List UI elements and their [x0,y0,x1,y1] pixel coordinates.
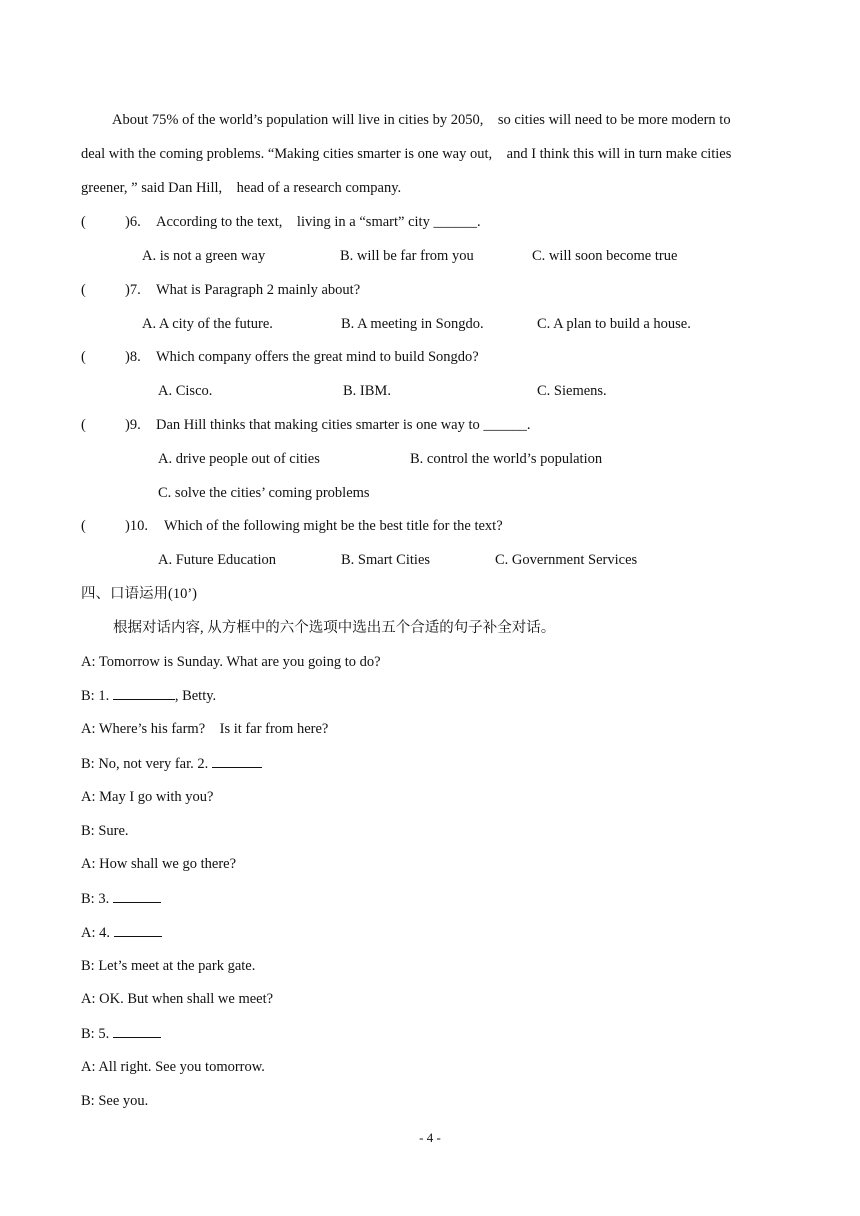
dialogue-line-5: A: May I go with you? [81,789,214,805]
question-10-paren: ( [81,518,86,534]
question-10-option-a: A. Future Education [158,552,276,568]
section-4-instruction: 根据对话内容, 从方框中的六个选项中选出五个合适的句子补全对话。 [113,620,556,636]
dialogue-line-7: A: How shall we go there? [81,856,237,872]
question-7-stem: What is Paragraph 2 mainly about? [156,282,361,298]
question-6-paren: ( [81,214,86,230]
dialogue-line-13: A: All right. See you tomorrow. [81,1059,265,1075]
page-number: - 4 - [419,1130,441,1145]
dialogue-line-1: A: Tomorrow is Sunday. What are you going to do? [81,654,381,670]
answer-blank-4[interactable] [114,923,162,937]
answer-blank-5[interactable] [113,1024,161,1038]
question-9-stem: Dan Hill thinks that making cities smarter is one way to ______. [156,417,531,433]
question-8-option-a: A. Cisco. [158,383,213,399]
section-4-heading: 四、口语运用(10’) [81,586,197,602]
question-7-option-b: B. A meeting in Songdo. [341,316,484,332]
question-9-option-b: B. control the world’s population [410,451,603,467]
question-6-option-c: C. will soon become true [532,248,678,264]
dialogue-line-3: A: Where’s his farm? Is it far from here? [81,721,329,737]
dialogue-line-4: B: No, not very far. 2. [81,754,262,773]
passage-line-1: About 75% of the world’s population will live in cities by 2050, so cities will need to be more modern to [112,112,731,128]
dialogue-line-14: B: See you. [81,1093,149,1109]
question-7-option-c: C. A plan to build a house. [537,316,691,332]
dialogue-line-10: B: Let’s meet at the park gate. [81,958,256,974]
dialogue-line-8: B: 3. [81,889,161,908]
question-10-option-b: B. Smart Cities [341,552,431,568]
question-8-paren: ( [81,349,86,365]
question-7-option-a: A. A city of the future. [142,316,273,332]
question-8-stem: Which company offers the great mind to build Songdo? [156,349,479,365]
question-9-option-c: C. solve the cities’ coming problems [158,485,370,501]
question-8-option-b: B. IBM. [343,383,391,399]
dialogue-line-11: A: OK. But when shall we meet? [81,991,274,1007]
answer-blank-2[interactable] [212,754,262,768]
question-6-option-b: B. will be far from you [340,248,474,264]
question-6-option-a: A. is not a green way [142,248,266,264]
question-6-number: )6. [125,214,141,230]
question-8-option-c: C. Siemens. [537,383,607,399]
question-9-option-a: A. drive people out of cities [158,451,320,467]
passage-line-3: greener, ” said Dan Hill, head of a research company. [81,180,402,196]
question-6-stem: According to the text, living in a “smart” city ______. [156,214,481,230]
question-7-number: )7. [125,282,141,298]
answer-blank-1[interactable] [113,686,175,700]
question-9-number: )9. [125,417,141,433]
question-9-paren: ( [81,417,86,433]
passage-line-2: deal with the coming problems. “Making cities smarter is one way out, and I think this will in turn make cities [81,146,732,162]
dialogue-line-12: B: 5. [81,1024,161,1043]
question-8-number: )8. [125,349,141,365]
question-10-option-c: C. Government Services [495,552,638,568]
question-7-paren: ( [81,282,86,298]
question-10-stem: Which of the following might be the best title for the text? [164,518,503,534]
answer-blank-3[interactable] [113,889,161,903]
dialogue-line-2: B: 1. , Betty. [81,688,217,704]
question-10-number: )10. [125,518,148,534]
dialogue-line-6: B: Sure. [81,823,129,839]
dialogue-line-9: A: 4. [81,923,162,942]
